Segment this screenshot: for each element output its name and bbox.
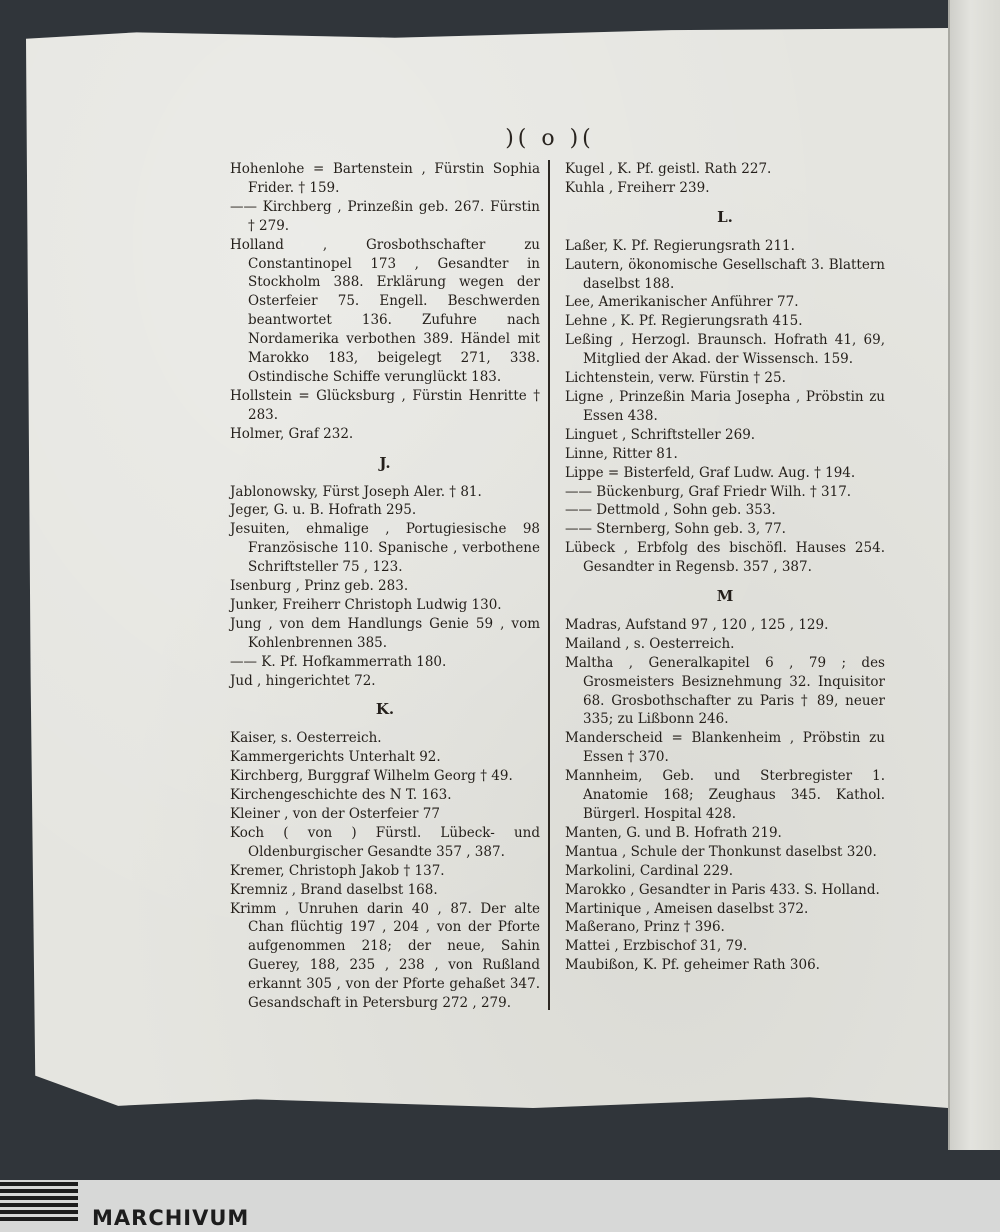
index-entry: Ligne , Prinzeßin Maria Josepha , Pröbstin zu Essen 438. <box>565 388 885 424</box>
index-entry: Markolini, Cardinal 229. <box>565 862 734 879</box>
marchivum-logo-icon <box>0 1182 78 1230</box>
index-entry: Kirchengeschichte des N T. 163. <box>230 787 452 804</box>
index-entry: Marokko , Gesandter in Paris 433. S. Holland. <box>565 881 880 898</box>
index-entry: Madras, Aufstand 97 , 120 , 125 , 129. <box>565 616 829 633</box>
index-entry: Kirchberg, Burggraf Wilhelm Georg † 49. <box>230 768 513 785</box>
adjacent-page-edge <box>948 0 1000 1150</box>
index-entry: Maßerano, Prinz † 396. <box>565 919 725 936</box>
index-entry: Lautern, ökonomische Gesellschaft 3. Blattern daselbst 188. <box>565 256 885 292</box>
index-entry: Kaiser, s. Oesterreich. <box>230 730 382 747</box>
index-entry: Kammergerichts Unterhalt 92. <box>230 749 441 766</box>
index-entry: Lee, Amerikanischer Anführer 77. <box>565 294 799 311</box>
index-entry: Jud , hingerichtet 72. <box>230 672 376 689</box>
index-entry: Linguet , Schriftsteller 269. <box>565 426 756 443</box>
index-entry: Manten, G. und B. Hofrath 219. <box>565 824 782 841</box>
index-entry: Jeger, G. u. B. Hofrath 295. <box>230 502 417 519</box>
index-entry: —— Bückenburg, Graf Friedr Wilh. † 317. <box>565 483 852 500</box>
index-entry: Jung , von dem Handlungs Genie 59 , vom Kohlenbrennen 385. <box>230 615 540 651</box>
index-entry: Maltha , Generalkapitel 6 , 79 ; des Grosmeisters Besiznehmung 32. Inquisitor 68. Grosbothschafter zu Paris † 89, neuer 335; zu Lißbonn 246. <box>565 654 885 728</box>
index-entry: Mannheim, Geb. und Sterbregister 1. Anatomie 168; Zeughaus 345. Kathol. Bürgerl. Hospital 428. <box>565 768 885 822</box>
index-entry: Lehne , K. Pf. Regierungsrath 415. <box>565 313 803 330</box>
section-letter: K. <box>375 700 395 719</box>
section-letter: J. <box>379 453 391 472</box>
index-entry: Isenburg , Prinz geb. 283. <box>230 578 409 595</box>
index-entry: —— K. Pf. Hofkammerrath 180. <box>230 653 447 670</box>
index-entry: Kuhla , Freiherr 239. <box>565 179 710 196</box>
index-entry: Jablonowsky, Fürst Joseph Aler. † 81. <box>230 483 482 500</box>
index-entry: —— Dettmold , Sohn geb. 353. <box>565 502 776 519</box>
index-entry: Jesuiten, ehmalige , Portugiesische 98 Französische 110. Spanische , verbothene Schriftsteller 75 , 123. <box>230 521 540 576</box>
index-entry: Mattei , Erzbischof 31, 79. <box>565 938 748 955</box>
archive-footer-bar <box>0 1180 1000 1232</box>
index-entry: Martinique , Ameisen daselbst 372. <box>565 900 809 917</box>
index-entry: Hollstein = Glücksburg , Fürstin Henritte † 283. <box>230 387 540 423</box>
index-entry: Maubißon, K. Pf. geheimer Rath 306. <box>565 957 820 974</box>
index-column-left <box>230 160 540 1013</box>
index-entry: Kremer, Christoph Jakob † 137. <box>230 862 445 879</box>
section-letter: M <box>716 587 734 606</box>
index-entry: Linne, Ritter 81. <box>565 445 678 462</box>
index-entry: Mailand , s. Oesterreich. <box>565 635 735 652</box>
index-entry: Koch ( von ) Fürstl. Lübeck- und Oldenburgischer Gesandte 357 , 387. <box>230 824 540 860</box>
index-entry: Lichtenstein, verw. Fürstin † 25. <box>565 370 786 387</box>
index-entry: —— Kirchberg , Prinzeßin geb. 267. Fürstin † 279. <box>230 198 540 234</box>
index-entry: Manderscheid = Blankenheim , Pröbstin zu Essen † 370. <box>565 730 885 766</box>
index-entry: Junker, Freiherr Christoph Ludwig 130. <box>230 596 502 613</box>
archive-logo-text: MARCHIVUM <box>92 1206 250 1230</box>
index-entry: Holland , Grosbothschafter zu Constantinopel 173 , Gesandter in Stockholm 388. Erklärung wegen der Osterfeier 75. Engell. Beschwerden beantwortet 136. Zufuhre nach Nordamerika verbothen 389. Händel mit Marokko 183, beigelegt 271, 338. Ostindische Schiffe verunglückt 183. <box>230 236 540 385</box>
section-letter: L. <box>717 207 733 226</box>
index-entry: Hohenlohe = Bartenstein , Fürstin Sophia Frider. † 159. <box>230 161 540 196</box>
index-entry: —— Sternberg, Sohn geb. 3, 77. <box>565 521 786 538</box>
index-column-right <box>565 160 885 975</box>
index-entry: Holmer, Graf 232. <box>230 425 354 442</box>
index-entry: Krimm , Unruhen darin 40 , 87. Der alte Chan flüchtig 197 , 204 , von der Pforte aufgenommen 218; der neue, Sahin Guerey, 188, 235 , 238 , von Rußland erkannt 305 , von der Pforte gehaßet 347. Gesandschaft in Petersburg 272 , 279. <box>230 900 540 1012</box>
index-entry: Lippe = Bisterfeld, Graf Ludw. Aug. † 194. <box>565 464 856 481</box>
index-entry: Laßer, K. Pf. Regierungsrath 211. <box>565 237 795 254</box>
column-divider <box>548 160 550 1010</box>
index-entry: Kremniz , Brand daselbst 168. <box>230 881 438 898</box>
index-entry: Kleiner , von der Osterfeier 77 <box>230 806 440 822</box>
index-entry: Kugel , K. Pf. geistl. Rath 227. <box>565 161 772 177</box>
index-entry: Leßing , Herzogl. Braunsch. Hofrath 41, 69, Mitglied der Akad. der Wissensch. 159. <box>565 332 885 368</box>
index-entry: Lübeck , Erbfolg des bischöfl. Hauses 254. Gesandter in Regensb. 357 , 387. <box>565 540 885 576</box>
index-entry: Mantua , Schule der Thonkunst daselbst 320. <box>565 843 877 860</box>
page-header-ornament: )( o )( <box>505 126 595 151</box>
